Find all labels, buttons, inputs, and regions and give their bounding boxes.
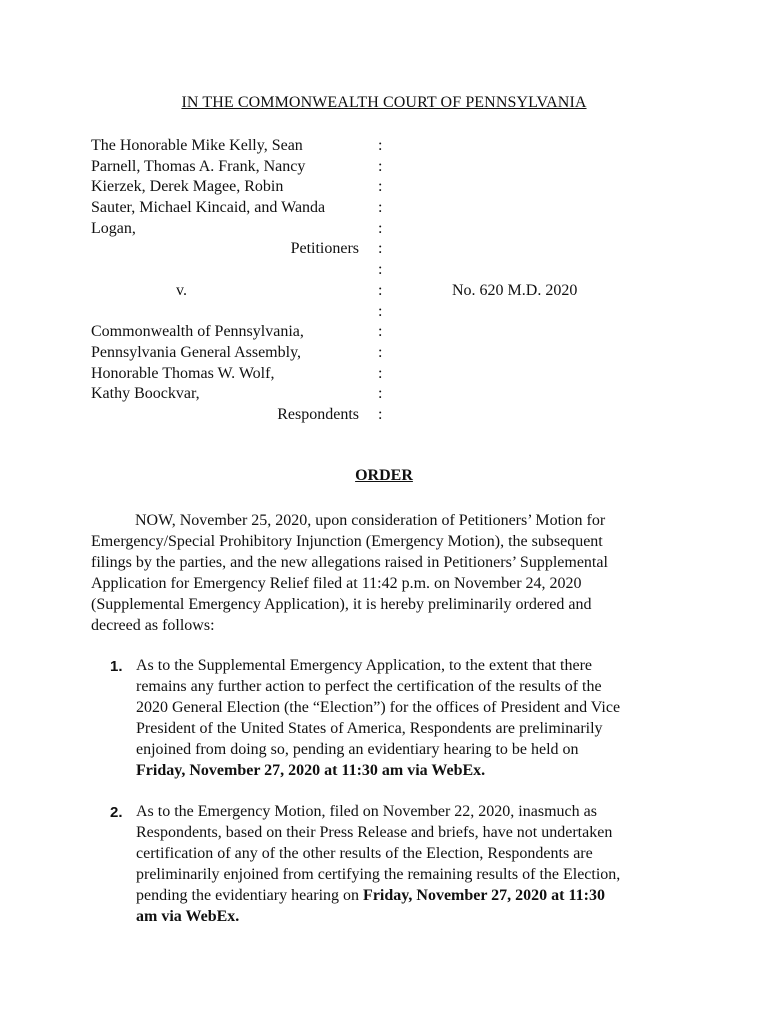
item-line: President of the United States of America, Respondents are preliminarily [136,720,603,737]
caption-separator: : [378,405,383,423]
caption-row [91,302,651,323]
caption-separator: : [378,157,383,175]
caption-row [91,177,651,198]
caption-row [91,405,651,426]
item-body [136,655,696,781]
caption-row [91,322,651,343]
caption-separator: : [378,364,383,382]
item-line: Respondents, based on their Press Release and briefs, have not undertaken [136,824,613,841]
intro-line: Emergency/Special Prohibitory Injunction (Emergency Motion), the subsequent [91,533,603,550]
respondent-line: Pennsylvania General Assembly, [91,343,302,361]
item-number: 2. [110,804,123,821]
caption-separator: : [378,199,383,217]
petitioners-label: Petitioners [290,240,359,258]
respondent-line: Commonwealth of Pennsylvania, [91,323,304,341]
item-line: preliminarily enjoined from certifying the remaining results of the Election, [136,866,621,883]
respondent-line: Honorable Thomas W. Wolf, [91,364,275,382]
caption-separator: : [378,385,383,403]
intro-line: filings by the parties, and the new allegations raised in Petitioners’ Supplemental [91,554,608,571]
caption-separator: : [378,281,383,299]
intro-line: Application for Emergency Relief filed at 11:42 p.m. on November 24, 2020 [91,575,582,592]
respondents-label: Respondents [277,405,359,423]
hearing-date-bold: Friday, November 27, 2020 at 11:30 am via WebEx. [136,762,486,779]
item-line: 2020 General Election (the “Election”) for the offices of President and Vice [136,699,621,716]
petitioner-line: The Honorable Mike Kelly, Sean [91,137,303,154]
case-caption [91,136,651,426]
intro-line: NOW, November 25, 2020, upon consideration of Petitioners’ Motion for [135,512,606,529]
caption-row [91,384,651,405]
caption-row [91,343,651,364]
caption-separator: : [378,178,383,196]
docket-number: No. 620 M.D. 2020 [452,281,578,299]
item-line-mixed [136,885,696,906]
item-line: enjoined from doing so, pending an evidentiary hearing to be held on [136,741,579,758]
hearing-platform-bold: am via WebEx. [136,908,240,925]
item-body [136,801,696,927]
caption-row [91,281,651,302]
caption-separator: : [378,323,383,341]
respondent-line: Kathy Boockvar, [91,385,200,403]
caption-row [91,157,651,178]
petitioner-line: Logan, [91,219,136,237]
caption-row [91,364,651,385]
caption-row [91,198,651,219]
item-line: As to the Emergency Motion, filed on November 22, 2020, inasmuch as [136,803,597,820]
petitioner-line: Kierzek, Derek Magee, Robin [91,178,284,196]
hearing-date-bold: Friday, November 27, 2020 at 11:30 [363,887,605,904]
caption-separator: : [378,137,383,154]
petitioner-line: Parnell, Thomas A. Frank, Nancy [91,157,306,175]
caption-separator: : [378,343,383,361]
order-heading: ORDER [355,467,413,484]
caption-separator: : [378,219,383,237]
item-line: remains any further action to perfect the certification of the results of the [136,678,602,695]
caption-row [91,260,651,281]
intro-line: decreed as follows: [91,617,215,634]
caption-row [91,239,651,260]
item-line-prefix: pending the evidentiary hearing on [136,887,364,904]
caption-separator: : [378,302,383,320]
item-line-bold [136,906,696,927]
caption-row [91,136,651,157]
item-line-bold [136,760,696,781]
item-number: 1. [110,658,123,675]
petitioner-line: Sauter, Michael Kincaid, and Wanda [91,199,326,217]
caption-separator: : [378,240,383,258]
caption-separator: : [378,261,383,279]
item-line: As to the Supplemental Emergency Application, to the extent that there [136,657,593,674]
order-intro-paragraph [91,510,691,636]
versus-label: v. [176,281,187,299]
caption-row [91,219,651,240]
intro-line: (Supplemental Emergency Application), it is hereby preliminarily ordered and [91,596,592,613]
court-title: IN THE COMMONWEALTH COURT OF PENNSYLVANIA [181,94,587,111]
item-line: certification of any of the other results of the Election, Respondents are [136,845,593,862]
